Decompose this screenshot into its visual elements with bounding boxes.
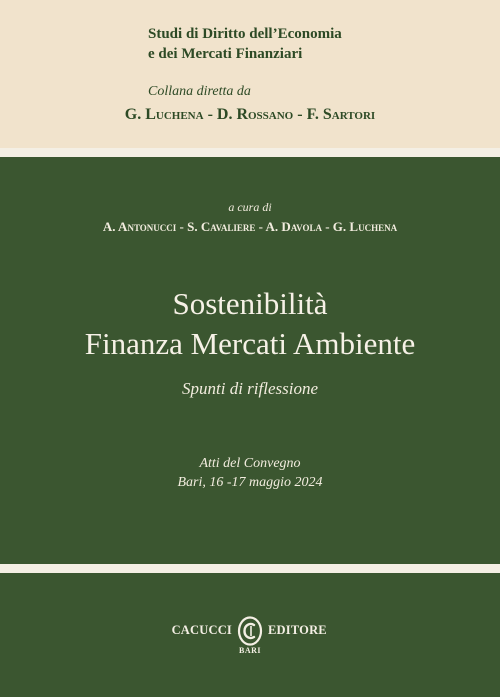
conference-place-date: Bari, 16 -17 maggio 2024 [177, 475, 323, 490]
book-title-line2: Finanza Mercati Ambiente [84, 326, 416, 361]
series-title [148, 24, 468, 64]
book-subtitle: Spunti di riflessione [182, 379, 318, 398]
editors-names: A. Antonucci - S. Cavaliere - A. Davola - G. Luchena [102, 219, 398, 234]
cacucci-seal-icon [235, 616, 265, 646]
publisher-name-right: EDITORE [268, 623, 327, 637]
curatorship-label: a cura di [228, 200, 272, 214]
series-band [0, 0, 500, 148]
conference-label: Atti del Convegno [199, 456, 301, 471]
book-title-line1: Sostenibilità [172, 286, 328, 321]
bottom-divider [0, 564, 500, 573]
series-title-line1: Studi di Diritto dell’Economia [148, 26, 342, 42]
top-divider [0, 148, 500, 157]
publisher-name-left: CACUCCI [171, 623, 232, 637]
series-title-line2: e dei Mercati Finanziari [148, 46, 303, 62]
publisher-logo-group [0, 616, 500, 646]
publisher-city: BARI [238, 646, 261, 655]
series-collana-label: Collana diretta da [148, 84, 251, 99]
series-directors: G. Luchena - D. Rossano - F. Sartori [124, 106, 376, 123]
